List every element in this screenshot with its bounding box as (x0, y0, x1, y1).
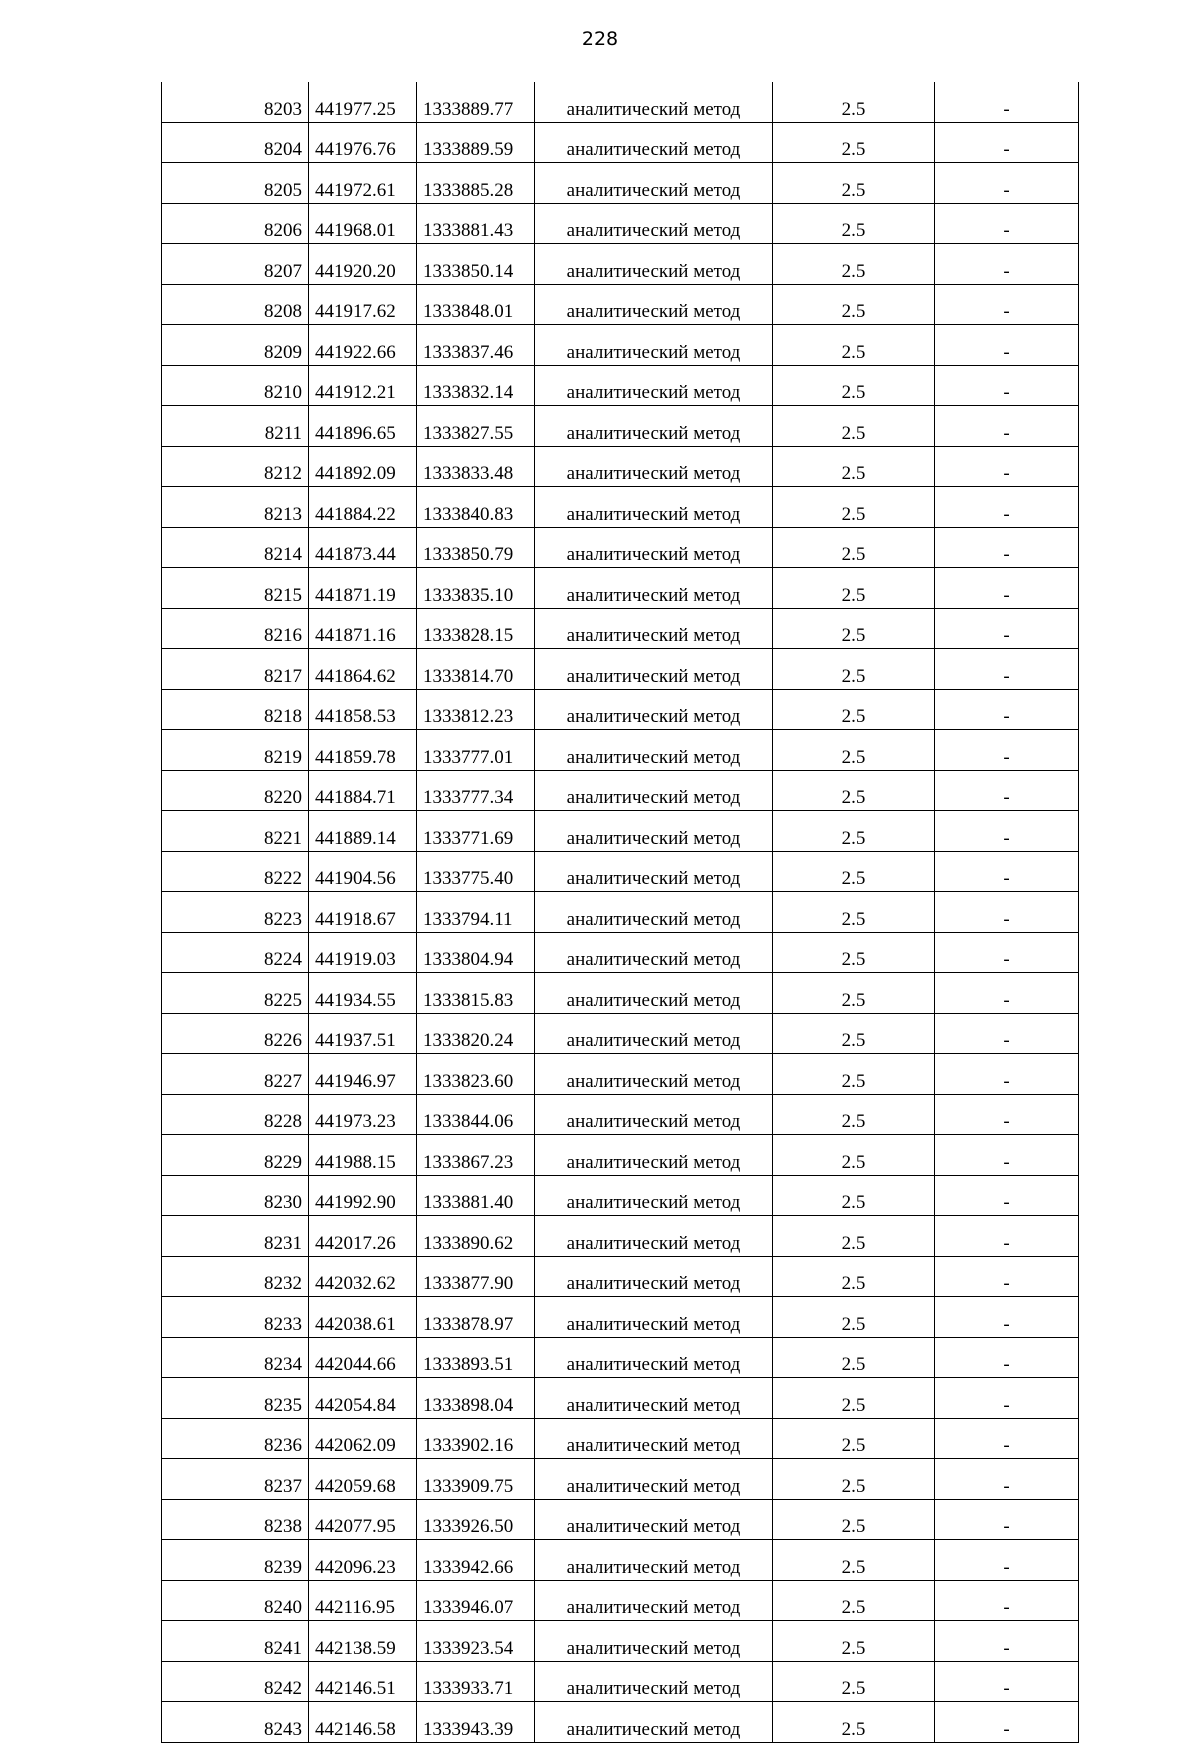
table-row (162, 1580, 1079, 1621)
accuracy-cell: 2.5 (773, 973, 935, 1014)
note-cell: - (935, 1094, 1079, 1135)
method-cell: аналитический метод (535, 730, 773, 771)
point-number-cell: 8234 (162, 1337, 309, 1378)
x-coordinate-cell: 441992.90 (309, 1175, 417, 1216)
accuracy-cell: 2.5 (773, 1297, 935, 1338)
note-cell: - (935, 527, 1079, 568)
x-coordinate-cell: 441871.19 (309, 568, 417, 609)
accuracy-cell: 2.5 (773, 163, 935, 204)
note-cell: - (935, 730, 1079, 771)
table-row (162, 406, 1079, 447)
x-coordinate-cell: 441892.09 (309, 446, 417, 487)
method-cell: аналитический метод (535, 1621, 773, 1662)
y-coordinate-cell: 1333881.40 (417, 1175, 535, 1216)
point-number-cell: 8225 (162, 973, 309, 1014)
method-cell: аналитический метод (535, 851, 773, 892)
accuracy-cell: 2.5 (773, 122, 935, 163)
accuracy-cell: 2.5 (773, 1337, 935, 1378)
y-coordinate-cell: 1333942.66 (417, 1540, 535, 1581)
accuracy-cell: 2.5 (773, 689, 935, 730)
method-cell: аналитический метод (535, 932, 773, 973)
method-cell: аналитический метод (535, 203, 773, 244)
accuracy-cell: 2.5 (773, 568, 935, 609)
accuracy-cell: 2.5 (773, 365, 935, 406)
note-cell: - (935, 1580, 1079, 1621)
accuracy-cell: 2.5 (773, 1418, 935, 1459)
point-number-cell: 8217 (162, 649, 309, 690)
table-row (162, 851, 1079, 892)
y-coordinate-cell: 1333850.14 (417, 244, 535, 285)
y-coordinate-cell: 1333878.97 (417, 1297, 535, 1338)
point-number-cell: 8237 (162, 1459, 309, 1500)
point-number-cell: 8232 (162, 1256, 309, 1297)
method-cell: аналитический метод (535, 244, 773, 285)
table-row (162, 487, 1079, 528)
y-coordinate-cell: 1333840.83 (417, 487, 535, 528)
table-row (162, 1216, 1079, 1257)
x-coordinate-cell: 442017.26 (309, 1216, 417, 1257)
x-coordinate-cell: 442096.23 (309, 1540, 417, 1581)
table-row (162, 932, 1079, 973)
note-cell: - (935, 973, 1079, 1014)
table-row (162, 1297, 1079, 1338)
note-cell: - (935, 1054, 1079, 1095)
table-row (162, 1661, 1079, 1702)
note-cell: - (935, 1459, 1079, 1500)
point-number-cell: 8205 (162, 163, 309, 204)
point-number-cell: 8241 (162, 1621, 309, 1662)
accuracy-cell: 2.5 (773, 649, 935, 690)
accuracy-cell: 2.5 (773, 1459, 935, 1500)
method-cell: аналитический метод (535, 1256, 773, 1297)
table-row (162, 284, 1079, 325)
x-coordinate-cell: 441937.51 (309, 1013, 417, 1054)
y-coordinate-cell: 1333877.90 (417, 1256, 535, 1297)
accuracy-cell: 2.5 (773, 1013, 935, 1054)
table-row (162, 608, 1079, 649)
y-coordinate-cell: 1333902.16 (417, 1418, 535, 1459)
point-number-cell: 8215 (162, 568, 309, 609)
table-row (162, 244, 1079, 285)
table-row (162, 122, 1079, 163)
note-cell: - (935, 122, 1079, 163)
x-coordinate-cell: 441896.65 (309, 406, 417, 447)
method-cell: аналитический метод (535, 487, 773, 528)
point-number-cell: 8240 (162, 1580, 309, 1621)
note-cell: - (935, 608, 1079, 649)
accuracy-cell: 2.5 (773, 1216, 935, 1257)
accuracy-cell: 2.5 (773, 1094, 935, 1135)
point-number-cell: 8238 (162, 1499, 309, 1540)
y-coordinate-cell: 1333833.48 (417, 446, 535, 487)
table-row (162, 1135, 1079, 1176)
table-row (162, 203, 1079, 244)
accuracy-cell: 2.5 (773, 325, 935, 366)
x-coordinate-cell: 441864.62 (309, 649, 417, 690)
table-row (162, 1418, 1079, 1459)
table-row (162, 1621, 1079, 1662)
x-coordinate-cell: 442044.66 (309, 1337, 417, 1378)
y-coordinate-cell: 1333926.50 (417, 1499, 535, 1540)
accuracy-cell: 2.5 (773, 1702, 935, 1743)
table-row (162, 568, 1079, 609)
note-cell: - (935, 1013, 1079, 1054)
x-coordinate-cell: 441917.62 (309, 284, 417, 325)
x-coordinate-cell: 441946.97 (309, 1054, 417, 1095)
note-cell: - (935, 1621, 1079, 1662)
point-number-cell: 8211 (162, 406, 309, 447)
y-coordinate-cell: 1333885.28 (417, 163, 535, 204)
x-coordinate-cell: 441859.78 (309, 730, 417, 771)
accuracy-cell: 2.5 (773, 1175, 935, 1216)
x-coordinate-cell: 441922.66 (309, 325, 417, 366)
y-coordinate-cell: 1333933.71 (417, 1661, 535, 1702)
method-cell: аналитический метод (535, 608, 773, 649)
y-coordinate-cell: 1333775.40 (417, 851, 535, 892)
accuracy-cell: 2.5 (773, 851, 935, 892)
point-number-cell: 8231 (162, 1216, 309, 1257)
note-cell: - (935, 1661, 1079, 1702)
x-coordinate-cell: 441912.21 (309, 365, 417, 406)
accuracy-cell: 2.5 (773, 406, 935, 447)
note-cell: - (935, 203, 1079, 244)
note-cell: - (935, 1297, 1079, 1338)
table-row (162, 1094, 1079, 1135)
x-coordinate-cell: 441968.01 (309, 203, 417, 244)
y-coordinate-cell: 1333820.24 (417, 1013, 535, 1054)
method-cell: аналитический метод (535, 689, 773, 730)
y-coordinate-cell: 1333835.10 (417, 568, 535, 609)
y-coordinate-cell: 1333889.59 (417, 122, 535, 163)
y-coordinate-cell: 1333814.70 (417, 649, 535, 690)
y-coordinate-cell: 1333771.69 (417, 811, 535, 852)
table-row (162, 649, 1079, 690)
method-cell: аналитический метод (535, 1702, 773, 1743)
point-number-cell: 8242 (162, 1661, 309, 1702)
y-coordinate-cell: 1333898.04 (417, 1378, 535, 1419)
point-number-cell: 8227 (162, 1054, 309, 1095)
table-row (162, 811, 1079, 852)
method-cell: аналитический метод (535, 1094, 773, 1135)
note-cell: - (935, 1378, 1079, 1419)
x-coordinate-cell: 441873.44 (309, 527, 417, 568)
note-cell: - (935, 1135, 1079, 1176)
x-coordinate-cell: 441920.20 (309, 244, 417, 285)
page-number: 228 (581, 28, 619, 50)
method-cell: аналитический метод (535, 1337, 773, 1378)
method-cell: аналитический метод (535, 770, 773, 811)
method-cell: аналитический метод (535, 811, 773, 852)
accuracy-cell: 2.5 (773, 487, 935, 528)
x-coordinate-cell: 441976.76 (309, 122, 417, 163)
y-coordinate-cell: 1333909.75 (417, 1459, 535, 1500)
y-coordinate-cell: 1333827.55 (417, 406, 535, 447)
coordinates-table (161, 82, 1079, 1743)
point-number-cell: 8203 (162, 82, 309, 122)
point-number-cell: 8219 (162, 730, 309, 771)
y-coordinate-cell: 1333881.43 (417, 203, 535, 244)
x-coordinate-cell: 441884.22 (309, 487, 417, 528)
table-row (162, 1459, 1079, 1500)
point-number-cell: 8224 (162, 932, 309, 973)
method-cell: аналитический метод (535, 365, 773, 406)
method-cell: аналитический метод (535, 1054, 773, 1095)
method-cell: аналитический метод (535, 1499, 773, 1540)
accuracy-cell: 2.5 (773, 446, 935, 487)
table-row (162, 82, 1079, 122)
x-coordinate-cell: 442116.95 (309, 1580, 417, 1621)
x-coordinate-cell: 441871.16 (309, 608, 417, 649)
point-number-cell: 8236 (162, 1418, 309, 1459)
accuracy-cell: 2.5 (773, 1256, 935, 1297)
method-cell: аналитический метод (535, 568, 773, 609)
accuracy-cell: 2.5 (773, 244, 935, 285)
table-row (162, 446, 1079, 487)
point-number-cell: 8226 (162, 1013, 309, 1054)
table-row (162, 1337, 1079, 1378)
method-cell: аналитический метод (535, 446, 773, 487)
method-cell: аналитический метод (535, 1013, 773, 1054)
y-coordinate-cell: 1333844.06 (417, 1094, 535, 1135)
x-coordinate-cell: 442146.51 (309, 1661, 417, 1702)
note-cell: - (935, 689, 1079, 730)
y-coordinate-cell: 1333815.83 (417, 973, 535, 1014)
table-row (162, 730, 1079, 771)
note-cell: - (935, 1256, 1079, 1297)
y-coordinate-cell: 1333867.23 (417, 1135, 535, 1176)
y-coordinate-cell: 1333893.51 (417, 1337, 535, 1378)
accuracy-cell: 2.5 (773, 1378, 935, 1419)
x-coordinate-cell: 441904.56 (309, 851, 417, 892)
accuracy-cell: 2.5 (773, 1135, 935, 1176)
y-coordinate-cell: 1333828.15 (417, 608, 535, 649)
method-cell: аналитический метод (535, 82, 773, 122)
y-coordinate-cell: 1333777.01 (417, 730, 535, 771)
accuracy-cell: 2.5 (773, 1054, 935, 1095)
accuracy-cell: 2.5 (773, 527, 935, 568)
y-coordinate-cell: 1333848.01 (417, 284, 535, 325)
method-cell: аналитический метод (535, 1418, 773, 1459)
point-number-cell: 8212 (162, 446, 309, 487)
method-cell: аналитический метод (535, 1135, 773, 1176)
point-number-cell: 8239 (162, 1540, 309, 1581)
note-cell: - (935, 1499, 1079, 1540)
x-coordinate-cell: 441934.55 (309, 973, 417, 1014)
method-cell: аналитический метод (535, 122, 773, 163)
x-coordinate-cell: 442032.62 (309, 1256, 417, 1297)
note-cell: - (935, 163, 1079, 204)
table-row (162, 1013, 1079, 1054)
note-cell: - (935, 770, 1079, 811)
accuracy-cell: 2.5 (773, 284, 935, 325)
note-cell: - (935, 568, 1079, 609)
note-cell: - (935, 244, 1079, 285)
y-coordinate-cell: 1333837.46 (417, 325, 535, 366)
method-cell: аналитический метод (535, 973, 773, 1014)
method-cell: аналитический метод (535, 406, 773, 447)
x-coordinate-cell: 441884.71 (309, 770, 417, 811)
method-cell: аналитический метод (535, 1216, 773, 1257)
y-coordinate-cell: 1333832.14 (417, 365, 535, 406)
x-coordinate-cell: 441973.23 (309, 1094, 417, 1135)
table-row (162, 1175, 1079, 1216)
x-coordinate-cell: 441972.61 (309, 163, 417, 204)
point-number-cell: 8221 (162, 811, 309, 852)
table-row (162, 1499, 1079, 1540)
x-coordinate-cell: 442059.68 (309, 1459, 417, 1500)
accuracy-cell: 2.5 (773, 1499, 935, 1540)
method-cell: аналитический метод (535, 892, 773, 933)
note-cell: - (935, 1702, 1079, 1743)
accuracy-cell: 2.5 (773, 1580, 935, 1621)
note-cell: - (935, 365, 1079, 406)
point-number-cell: 8208 (162, 284, 309, 325)
table-row (162, 770, 1079, 811)
note-cell: - (935, 325, 1079, 366)
y-coordinate-cell: 1333946.07 (417, 1580, 535, 1621)
y-coordinate-cell: 1333889.77 (417, 82, 535, 122)
table-row (162, 973, 1079, 1014)
method-cell: аналитический метод (535, 284, 773, 325)
accuracy-cell: 2.5 (773, 811, 935, 852)
method-cell: аналитический метод (535, 1580, 773, 1621)
point-number-cell: 8218 (162, 689, 309, 730)
table-row (162, 689, 1079, 730)
method-cell: аналитический метод (535, 1378, 773, 1419)
method-cell: аналитический метод (535, 1297, 773, 1338)
x-coordinate-cell: 441919.03 (309, 932, 417, 973)
note-cell: - (935, 1337, 1079, 1378)
x-coordinate-cell: 442138.59 (309, 1621, 417, 1662)
point-number-cell: 8204 (162, 122, 309, 163)
y-coordinate-cell: 1333850.79 (417, 527, 535, 568)
note-cell: - (935, 284, 1079, 325)
table-row (162, 1702, 1079, 1743)
note-cell: - (935, 406, 1079, 447)
accuracy-cell: 2.5 (773, 1661, 935, 1702)
note-cell: - (935, 1216, 1079, 1257)
table-row (162, 892, 1079, 933)
x-coordinate-cell: 441977.25 (309, 82, 417, 122)
point-number-cell: 8228 (162, 1094, 309, 1135)
point-number-cell: 8209 (162, 325, 309, 366)
y-coordinate-cell: 1333923.54 (417, 1621, 535, 1662)
point-number-cell: 8230 (162, 1175, 309, 1216)
accuracy-cell: 2.5 (773, 608, 935, 649)
note-cell: - (935, 82, 1079, 122)
point-number-cell: 8214 (162, 527, 309, 568)
note-cell: - (935, 1175, 1079, 1216)
method-cell: аналитический метод (535, 1175, 773, 1216)
accuracy-cell: 2.5 (773, 932, 935, 973)
point-number-cell: 8235 (162, 1378, 309, 1419)
table-body (162, 82, 1079, 1742)
note-cell: - (935, 649, 1079, 690)
y-coordinate-cell: 1333804.94 (417, 932, 535, 973)
point-number-cell: 8233 (162, 1297, 309, 1338)
x-coordinate-cell: 441988.15 (309, 1135, 417, 1176)
x-coordinate-cell: 442038.61 (309, 1297, 417, 1338)
method-cell: аналитический метод (535, 1540, 773, 1581)
note-cell: - (935, 487, 1079, 528)
table-row (162, 1256, 1079, 1297)
point-number-cell: 8213 (162, 487, 309, 528)
method-cell: аналитический метод (535, 527, 773, 568)
note-cell: - (935, 892, 1079, 933)
table-row (162, 1378, 1079, 1419)
note-cell: - (935, 1418, 1079, 1459)
accuracy-cell: 2.5 (773, 892, 935, 933)
accuracy-cell: 2.5 (773, 730, 935, 771)
point-number-cell: 8216 (162, 608, 309, 649)
accuracy-cell: 2.5 (773, 1621, 935, 1662)
point-number-cell: 8222 (162, 851, 309, 892)
note-cell: - (935, 446, 1079, 487)
table-row (162, 365, 1079, 406)
accuracy-cell: 2.5 (773, 82, 935, 122)
method-cell: аналитический метод (535, 163, 773, 204)
x-coordinate-cell: 442054.84 (309, 1378, 417, 1419)
y-coordinate-cell: 1333823.60 (417, 1054, 535, 1095)
table-row (162, 325, 1079, 366)
note-cell: - (935, 851, 1079, 892)
method-cell: аналитический метод (535, 649, 773, 690)
y-coordinate-cell: 1333890.62 (417, 1216, 535, 1257)
table-row (162, 1540, 1079, 1581)
point-number-cell: 8207 (162, 244, 309, 285)
y-coordinate-cell: 1333812.23 (417, 689, 535, 730)
method-cell: аналитический метод (535, 1661, 773, 1702)
y-coordinate-cell: 1333777.34 (417, 770, 535, 811)
point-number-cell: 8220 (162, 770, 309, 811)
table-row (162, 1054, 1079, 1095)
point-number-cell: 8229 (162, 1135, 309, 1176)
x-coordinate-cell: 442062.09 (309, 1418, 417, 1459)
note-cell: - (935, 1540, 1079, 1581)
table-row (162, 163, 1079, 204)
point-number-cell: 8206 (162, 203, 309, 244)
accuracy-cell: 2.5 (773, 203, 935, 244)
note-cell: - (935, 932, 1079, 973)
method-cell: аналитический метод (535, 325, 773, 366)
y-coordinate-cell: 1333794.11 (417, 892, 535, 933)
x-coordinate-cell: 441918.67 (309, 892, 417, 933)
accuracy-cell: 2.5 (773, 1540, 935, 1581)
y-coordinate-cell: 1333943.39 (417, 1702, 535, 1743)
point-number-cell: 8223 (162, 892, 309, 933)
point-number-cell: 8243 (162, 1702, 309, 1743)
method-cell: аналитический метод (535, 1459, 773, 1500)
note-cell: - (935, 811, 1079, 852)
x-coordinate-cell: 442077.95 (309, 1499, 417, 1540)
point-number-cell: 8210 (162, 365, 309, 406)
table-row (162, 527, 1079, 568)
accuracy-cell: 2.5 (773, 770, 935, 811)
x-coordinate-cell: 441858.53 (309, 689, 417, 730)
x-coordinate-cell: 442146.58 (309, 1702, 417, 1743)
x-coordinate-cell: 441889.14 (309, 811, 417, 852)
